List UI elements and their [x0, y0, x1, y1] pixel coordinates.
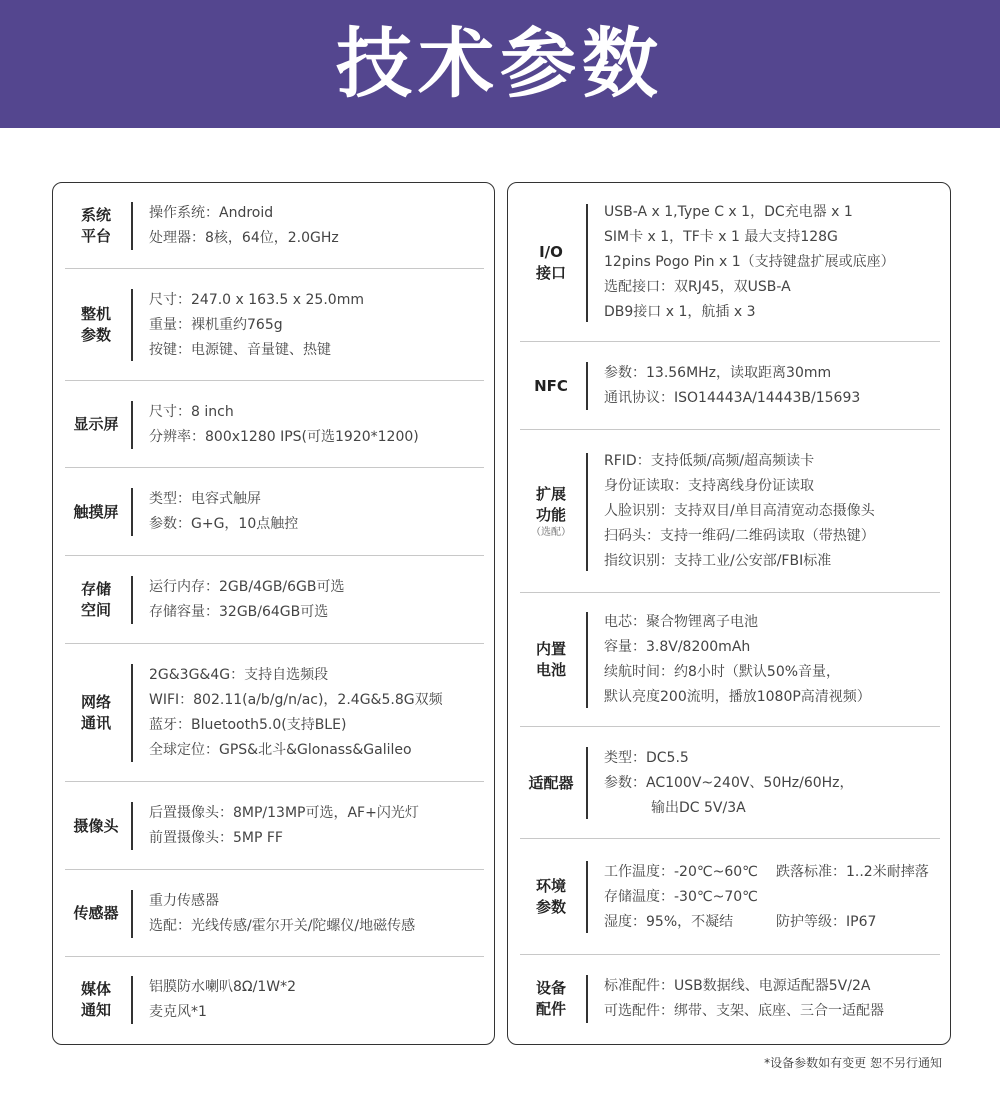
divider-bar: [586, 204, 588, 322]
spec-line: 处理器：8核，64位，2.0GHz: [149, 230, 339, 246]
spec-line: 选配：光线传感/霍尔开关/陀螺仪/地磁传感: [149, 917, 416, 934]
spec-line: 前置摄像头：5MP FF: [149, 830, 283, 846]
spec-row-system: [65, 183, 484, 269]
spec-row-storage: [65, 556, 484, 644]
spec-line: 12pins Pogo Pin x 1（支持键盘扩展或底座）: [604, 254, 895, 270]
row-label: 触摸屏: [73, 502, 119, 521]
spec-line: 电芯：聚合物锂离子电池: [604, 614, 758, 630]
spec-line: 按键：电源键、音量键、热键: [149, 341, 331, 358]
spec-line: 存储温度：-30℃~70℃: [604, 888, 758, 905]
row-label: 适配器: [528, 773, 574, 792]
spec-line: 跌落标准：1..2米耐摔落: [776, 863, 929, 880]
spec-lines: [604, 610, 871, 710]
spec-lines: [149, 288, 364, 363]
row-label: 内置 电池: [535, 640, 566, 679]
divider-bar: [586, 362, 588, 410]
spec-line: 类型：电容式触屏: [149, 491, 261, 507]
spec-line: 防护等级：IP67: [776, 913, 877, 930]
spec-line: 输出DC 5V/3A: [651, 799, 746, 816]
spec-line: 续航时间：约8小时（默认50%音量，: [604, 664, 841, 680]
spec-line: 湿度：95%，不凝结: [604, 913, 734, 930]
spec-line: 分辨率：800x1280 IPS(可选1920*1200): [149, 428, 419, 445]
spec-line: 工作温度：-20℃~60℃: [604, 863, 758, 880]
row-label: 存储 空间: [80, 580, 111, 619]
spec-line: 重量：裸机重约765g: [149, 316, 283, 333]
divider-bar: [131, 401, 133, 449]
spec-line: 2G&3G&4G：支持自选频段: [149, 667, 329, 683]
spec-line: 重力传感器: [149, 892, 219, 909]
row-label: 网络 通讯: [80, 693, 111, 732]
spec-line: 可选配件：绑带、支架、底座、三合一适配器: [604, 1003, 884, 1019]
spec-lines: [604, 449, 875, 574]
spec-row-sensor: [65, 870, 484, 957]
row-label: I/O 接口: [535, 242, 566, 282]
spec-line: 蓝牙：Bluetooth5.0(支持BLE): [149, 717, 347, 733]
spec-row-body: [65, 269, 484, 381]
row-label: 扩展 功能 （选配）: [520, 484, 582, 540]
spec-line: 全球定位：GPS&北斗&Glonass&Galileo: [149, 742, 412, 758]
spec-lines: [149, 975, 296, 1025]
spec-lines: [149, 889, 415, 939]
divider-bar: [131, 890, 133, 938]
spec-line: 存储容量：32GB/64GB可选: [149, 604, 329, 620]
spec-lines: [149, 575, 345, 625]
spec-lines: [149, 487, 298, 537]
spec-line: 参数：G+G，10点触控: [149, 516, 299, 532]
divider-bar: [131, 576, 133, 624]
spec-line: 指纹识别：支持工业/公安部/FBI标准: [604, 553, 832, 569]
env-line: [604, 860, 929, 885]
spec-line: 参数：AC100V~240V、50Hz/60Hz，: [604, 774, 854, 791]
divider-bar: [586, 747, 588, 819]
spec-line: 容量：3.8V/8200mAh: [604, 639, 751, 655]
spec-row-environment: [520, 839, 940, 955]
divider-bar: [131, 802, 133, 850]
spec-line: 选配接口：双RJ45，双USB-A: [604, 279, 791, 295]
page-title: 技术参数: [336, 19, 664, 108]
spec-row-touch: [65, 468, 484, 556]
spec-line: 尺寸：247.0 x 163.5 x 25.0mm: [149, 291, 364, 308]
row-label: 系统 平台: [80, 206, 111, 245]
spec-line: DB9接口 x 1，航插 x 3: [604, 304, 756, 320]
spec-lines: [149, 201, 339, 251]
footnote: *设备参数如有变更 恕不另行通知: [764, 1056, 942, 1070]
spec-row-battery: [520, 593, 940, 727]
spec-panel-right: [507, 182, 951, 1045]
spec-line: 后置摄像头：8MP/13MP可选，AF+闪光灯: [149, 805, 419, 821]
spec-row-adapter: [520, 727, 940, 839]
spec-line: 人脸识别：支持双目/单目高清宽动态摄像头: [604, 503, 875, 519]
row-label: 显示屏: [73, 415, 119, 433]
spec-row-nfc: [520, 342, 940, 430]
divider-bar: [131, 976, 133, 1024]
spec-line: SIM卡 x 1，TF卡 x 1 最大支持128G: [604, 229, 838, 245]
row-label: 设备 配件: [535, 979, 566, 1018]
spec-line: 扫码头：支持一维码/二维码读取（带热键）: [604, 528, 875, 544]
divider-bar: [586, 975, 588, 1023]
spec-row-media: [65, 957, 484, 1043]
spec-row-io: [520, 183, 940, 342]
env-line: [604, 885, 929, 910]
spec-line: 类型：DC5.5: [604, 749, 689, 766]
header-banner: [0, 0, 1000, 128]
spec-row-extensions: [520, 430, 940, 593]
divider-bar: [131, 664, 133, 762]
spec-lines: [604, 200, 895, 325]
spec-line: 通讯协议：ISO14443A/14443B/15693: [604, 390, 861, 406]
spec-line: 运行内存：2GB/4GB/6GB可选: [149, 579, 345, 595]
spec-line: 麦克风*1: [149, 1004, 207, 1020]
divider-bar: [586, 453, 588, 571]
spec-panel-left: [52, 182, 495, 1045]
spec-lines: [604, 974, 884, 1024]
spec-row-camera: [65, 782, 484, 870]
spec-line: WIFI：802.11(a/b/g/n/ac)，2.4G&5.8G双频: [149, 692, 443, 708]
spec-line: 操作系统：Android: [149, 205, 274, 221]
row-label: 传感器: [73, 904, 119, 922]
spec-line: 默认亮度200流明，播放1080P高清视频）: [604, 689, 871, 705]
spec-line: RFID：支持低频/高频/超高频读卡: [604, 453, 815, 469]
row-label: 摄像头: [73, 816, 119, 835]
spec-line: 铝膜防水喇叭8Ω/1W*2: [149, 979, 296, 995]
spec-line: 尺寸：8 inch: [149, 403, 234, 420]
spec-line: 标准配件：USB数据线、电源适配器5V/2A: [604, 978, 871, 994]
divider-bar: [586, 612, 588, 708]
divider-bar: [131, 488, 133, 536]
env-line: [604, 910, 929, 935]
spec-lines: [149, 400, 419, 450]
spec-line: 参数：13.56MHz，读取距离30mm: [604, 365, 832, 381]
spec-row-display: [65, 381, 484, 468]
spec-row-network: [65, 644, 484, 782]
spec-line: 身份证读取：支持离线身份证读取: [604, 478, 814, 494]
row-label: 媒体 通知: [80, 980, 111, 1019]
optional-note: （选配）: [531, 526, 571, 538]
divider-bar: [131, 202, 133, 250]
spec-row-accessories: [520, 955, 940, 1043]
spec-lines: [149, 801, 419, 851]
spec-lines: [604, 746, 854, 821]
divider-bar: [586, 861, 588, 933]
row-label: NFC: [534, 376, 568, 395]
spec-lines: [604, 361, 860, 411]
spec-lines: [149, 663, 443, 763]
row-label: 整机 参数: [80, 305, 111, 344]
row-label: 环境 参数: [535, 877, 566, 916]
divider-bar: [131, 289, 133, 361]
spec-line: USB-A x 1,Type C x 1，DC充电器 x 1: [604, 204, 853, 220]
spec-lines: [604, 860, 929, 935]
